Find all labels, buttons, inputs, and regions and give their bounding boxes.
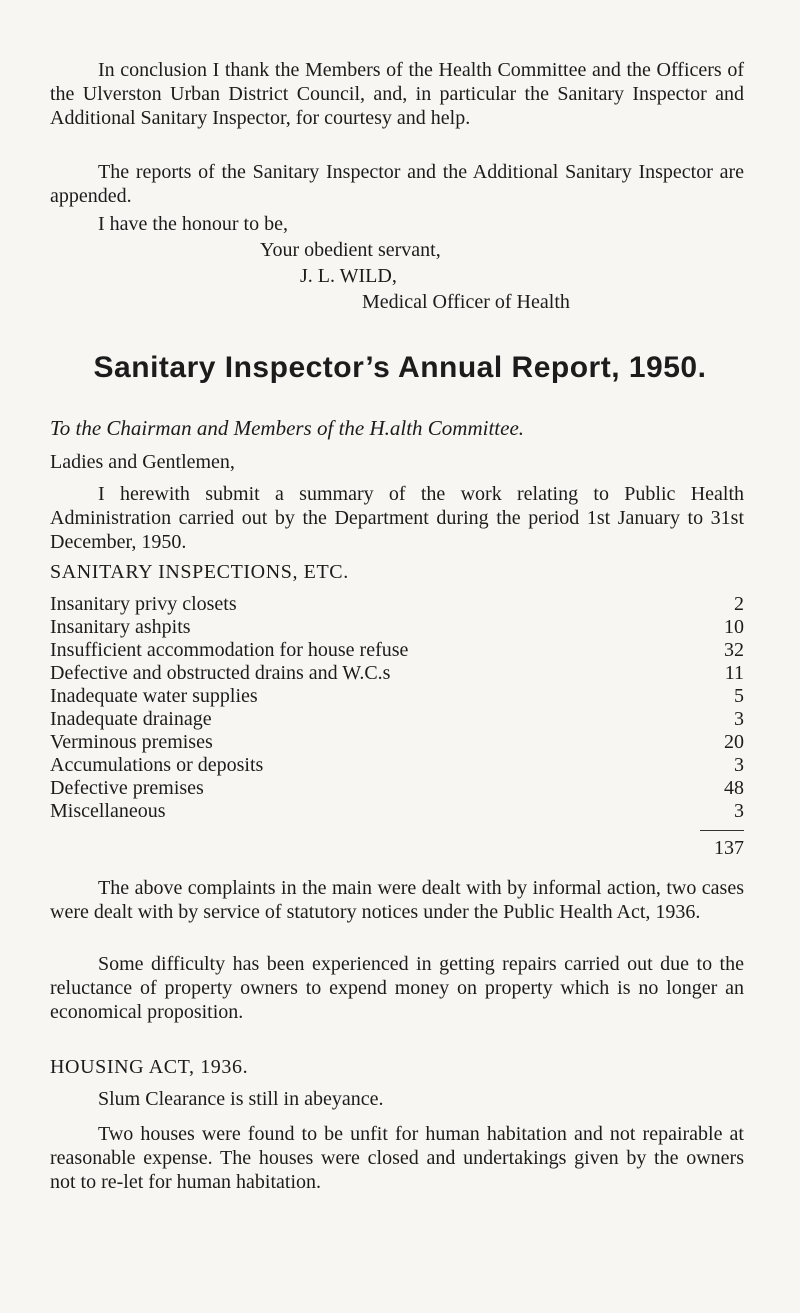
closing-line: Your obedient servant,	[260, 239, 441, 261]
table-row	[50, 592, 744, 616]
reports-paragraph: The reports of the Sanitary Inspector and the Additional Sanitary Inspector are appended.	[50, 161, 744, 207]
table-row	[50, 707, 744, 731]
slum-clearance-paragraph: Slum Clearance is still in abeyance.	[98, 1088, 384, 1110]
total-row	[50, 836, 744, 860]
row-value: 11	[724, 662, 744, 684]
row-label: Defective and obstructed drains and W.C.s	[50, 662, 391, 684]
table-row	[50, 730, 744, 754]
table-row	[50, 776, 744, 800]
signatory-title: Medical Officer of Health	[362, 291, 570, 313]
section-heading-inspections: SANITARY INSPECTIONS, ETC.	[50, 561, 349, 583]
row-label: Miscellaneous	[50, 800, 166, 822]
row-value: 10	[724, 616, 744, 638]
report-heading: Sanitary Inspector’s Annual Report, 1950.	[93, 351, 707, 384]
row-value: 5	[734, 685, 744, 707]
salutation-address: To the Chairman and Members of the H.alth Committee.	[50, 416, 525, 440]
row-label: Inadequate drainage	[50, 708, 212, 730]
salutation: Ladies and Gentlemen,	[50, 451, 235, 473]
honour-line: I have the honour to be,	[98, 213, 288, 235]
row-label: Insanitary ashpits	[50, 616, 191, 638]
row-label: Insufficient accommodation for house refuse	[50, 639, 409, 661]
row-label: Accumulations or deposits	[50, 754, 264, 776]
intro-paragraph: I herewith submit a summary of the work relating to Public Health Administration carried out by the Department during the period 1st January to 31st December, 1950.	[50, 483, 744, 553]
table-row	[50, 799, 744, 823]
table-row	[50, 684, 744, 708]
row-value: 2	[734, 593, 744, 615]
difficulty-paragraph: Some difficulty has been experienced in getting repairs carried out due to the reluctance of property owners to expend money on property which is no longer an economical proposition.	[50, 953, 744, 1023]
row-value: 3	[734, 754, 744, 776]
row-value: 20	[724, 731, 744, 753]
section-heading-housing: HOUSING ACT, 1936.	[50, 1056, 249, 1078]
row-label: Inadequate water supplies	[50, 685, 258, 707]
row-value: 3	[734, 800, 744, 822]
table-row	[50, 753, 744, 777]
row-label: Defective premises	[50, 777, 204, 799]
houses-paragraph: Two houses were found to be unfit for human habitation and not repairable at reasonable expense. The houses were closed and undertakings given by the owners not to re-let for human habitation.	[50, 1123, 744, 1193]
table-row	[50, 638, 744, 662]
conclusion-paragraph: In conclusion I thank the Members of the Health Committee and the Officers of the Ulverston Urban District Council, and, in particular the Sanitary Inspector and Additional Sanitary Inspector, for courtesy and help.	[50, 59, 744, 129]
total-rule	[700, 830, 744, 831]
table-row	[50, 615, 744, 639]
row-value: 3	[734, 708, 744, 730]
signatory-name: J. L. WILD,	[300, 265, 397, 287]
row-value: 48	[724, 777, 744, 799]
complaints-paragraph: The above complaints in the main were dealt with by informal action, two cases were dealt with by service of statutory notices under the Public Health Act, 1936.	[50, 877, 744, 923]
row-label: Insanitary privy closets	[50, 593, 237, 615]
table-row	[50, 661, 744, 685]
row-label: Verminous premises	[50, 731, 213, 753]
row-value: 32	[724, 639, 744, 661]
total-value: 137	[714, 837, 744, 859]
